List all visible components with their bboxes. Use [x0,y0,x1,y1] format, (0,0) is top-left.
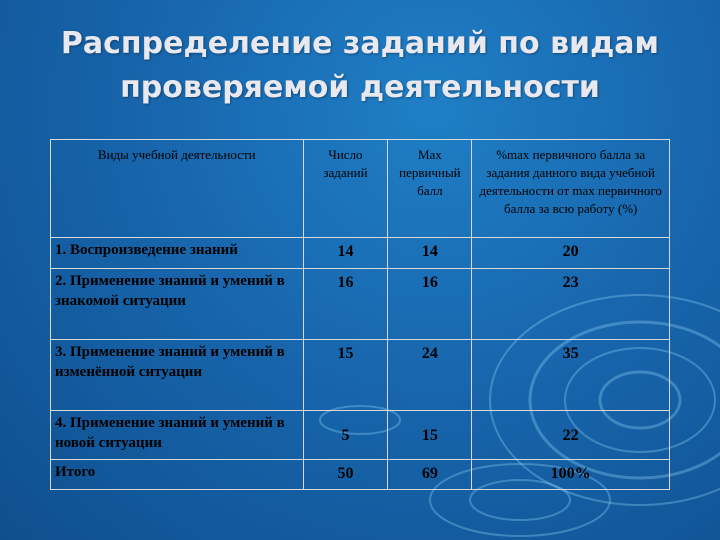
total-task-count: 50 [303,460,388,490]
row-activity-name: 3. Применение знаний и умений в изменённой ситуации [51,340,304,411]
table-row [51,238,670,269]
header-max-score-percent: %max первичного балла за задания данного вида учебной деятельности от max первичного балла за всю работу (%) [472,140,670,238]
row-percent: 20 [472,238,670,269]
slide-title-line-2: проверяемой деятельности [120,70,600,105]
header-activity-type: Виды учебной деятельности [51,140,304,238]
row-task-count: 15 [303,340,388,411]
row-max-score: 16 [388,269,472,340]
header-task-count: Число заданий [303,140,388,238]
row-activity-name: 2. Применение знаний и умений в знакомой ситуации [51,269,304,340]
row-percent: 23 [472,269,670,340]
total-max-score: 69 [388,460,472,490]
row-percent: 35 [472,340,670,411]
row-task-count: 5 [303,411,388,460]
table-row [51,411,670,460]
total-percent: 100% [472,460,670,490]
table-row [51,269,670,340]
slide-title-line-1: Распределение заданий по видам [60,26,660,61]
row-max-score: 24 [388,340,472,411]
row-percent: 22 [472,411,670,460]
row-activity-name: 4. Применение знаний и умений в новой ситуации [51,411,304,460]
row-task-count: 16 [303,269,388,340]
row-max-score: 15 [388,411,472,460]
activity-distribution-table [50,139,670,490]
table-header-row [51,140,670,238]
slide-title [0,22,720,110]
table-total-row [51,460,670,490]
row-activity-name: 1. Воспроизведение знаний [51,238,304,269]
row-max-score: 14 [388,238,472,269]
header-max-score: Max первичный балл [388,140,472,238]
table-row [51,340,670,411]
row-task-count: 14 [303,238,388,269]
total-label: Итого [51,460,304,490]
